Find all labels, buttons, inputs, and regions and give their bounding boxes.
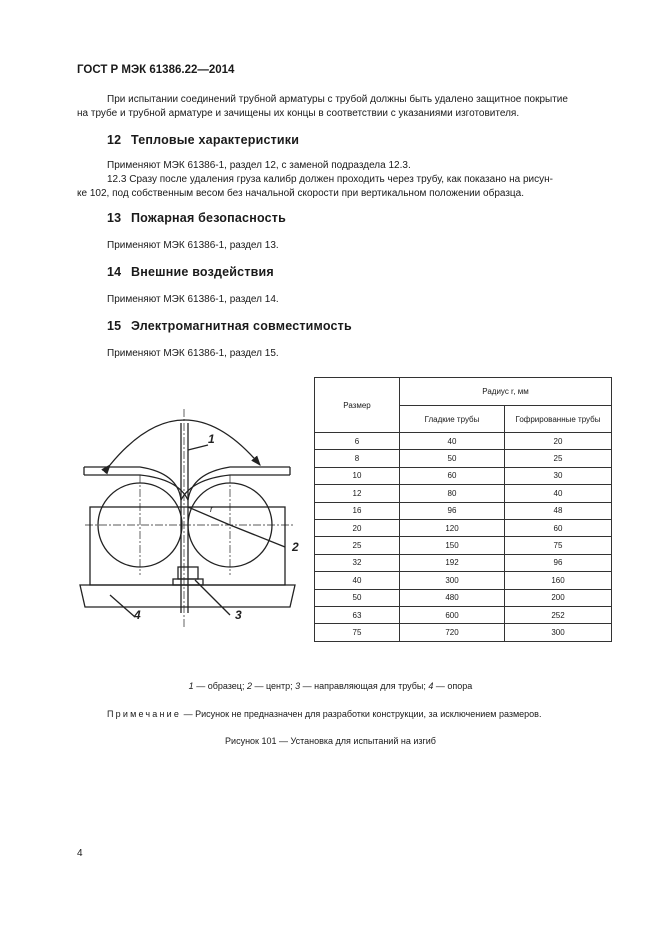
section-title: Электромагнитная совместимость xyxy=(131,319,352,333)
cell-corrugated-radius: 25 xyxy=(505,450,612,467)
section-number: 12 xyxy=(107,133,122,147)
cell-size: 16 xyxy=(315,502,400,519)
cell-size: 8 xyxy=(315,450,400,467)
cell-size: 20 xyxy=(315,519,400,536)
cell-smooth-radius: 50 xyxy=(400,450,505,467)
legend-number: 3 xyxy=(295,681,301,691)
cell-smooth-radius: 300 xyxy=(400,572,505,589)
table-row xyxy=(315,554,612,571)
cell-smooth-radius: 150 xyxy=(400,537,505,554)
cell-size: 10 xyxy=(315,467,400,484)
legend-text: — опора xyxy=(433,681,473,691)
legend-number: 2 xyxy=(246,681,252,691)
bending-test-apparatus-drawing xyxy=(70,405,315,630)
cell-smooth-radius: 720 xyxy=(400,624,505,641)
intro-line-1: При испытании соединений трубной арматуры с трубой должны быть удалено защитное покрытие xyxy=(107,94,568,105)
table-row xyxy=(315,502,612,519)
cell-size: 63 xyxy=(315,606,400,623)
header-smooth: Гладкие трубы xyxy=(400,406,505,433)
section-12-heading xyxy=(107,133,299,147)
section-15-body: Применяют МЭК 61386-1, раздел 15. xyxy=(107,348,279,359)
figure-legend xyxy=(0,681,661,691)
cell-corrugated-radius: 252 xyxy=(505,606,612,623)
callout-3: 3 xyxy=(235,608,242,622)
header-size: Размер xyxy=(315,378,400,433)
cell-size: 12 xyxy=(315,485,400,502)
table-row xyxy=(315,537,612,554)
legend-text: — образец; xyxy=(193,681,247,691)
section-15-heading xyxy=(107,319,352,333)
cell-corrugated-radius: 48 xyxy=(505,502,612,519)
cell-smooth-radius: 120 xyxy=(400,519,505,536)
cell-smooth-radius: 60 xyxy=(400,467,505,484)
cell-corrugated-radius: 20 xyxy=(505,433,612,450)
cell-smooth-radius: 600 xyxy=(400,606,505,623)
table-row xyxy=(315,519,612,536)
callout-2: 2 xyxy=(292,540,299,554)
section-title: Пожарная безопасность xyxy=(131,211,286,225)
radius-table-body xyxy=(315,378,612,642)
section-number: 14 xyxy=(107,265,122,279)
cell-smooth-radius: 40 xyxy=(400,433,505,450)
cell-corrugated-radius: 60 xyxy=(505,519,612,536)
legend-text: — центр; xyxy=(251,681,296,691)
figure-caption: Рисунок 101 — Установка для испытаний на изгиб xyxy=(225,736,436,746)
note-label: Примечание xyxy=(107,709,182,719)
cell-corrugated-radius: 160 xyxy=(505,572,612,589)
table-row xyxy=(315,467,612,484)
bending-arc xyxy=(110,420,260,465)
page-number: 4 xyxy=(77,848,83,859)
section-number: 15 xyxy=(107,319,122,333)
table-row xyxy=(315,606,612,623)
section-12-line-3: ке 102, под собственным весом без начальной скорости при вертикальном положении образца. xyxy=(77,188,524,199)
callout-1: 1 xyxy=(208,432,215,446)
section-13-body: Применяют МЭК 61386-1, раздел 13. xyxy=(107,240,279,251)
cell-corrugated-radius: 96 xyxy=(505,554,612,571)
cell-corrugated-radius: 30 xyxy=(505,467,612,484)
note-text: — Рисунок не предназначен для разработки конструкции, за исключением размеров. xyxy=(181,709,542,719)
cell-size: 6 xyxy=(315,433,400,450)
table-row xyxy=(315,624,612,641)
table-row xyxy=(315,450,612,467)
section-14-body: Применяют МЭК 61386-1, раздел 14. xyxy=(107,294,279,305)
section-12-body xyxy=(77,159,617,201)
legend-number: 1 xyxy=(188,681,194,691)
radius-label: r xyxy=(210,504,213,514)
callout-4: 4 xyxy=(134,608,141,622)
cell-corrugated-radius: 75 xyxy=(505,537,612,554)
section-title: Внешние воздействия xyxy=(131,265,274,279)
section-number: 13 xyxy=(107,211,122,225)
section-12-line-2: 12.3 Сразу после удаления груза калибр должен проходить через трубу, как показано на рисун- xyxy=(107,174,553,185)
section-13-heading xyxy=(107,211,286,225)
legend-text: — направляющая для трубы; xyxy=(300,681,429,691)
section-12-line-1: Применяют МЭК 61386-1, раздел 12, с заменой подраздела 12.3. xyxy=(107,160,411,171)
cell-size: 25 xyxy=(315,537,400,554)
header-corrugated: Гофрированные трубы xyxy=(505,406,612,433)
cell-size: 75 xyxy=(315,624,400,641)
intro-paragraph xyxy=(77,93,617,121)
cell-corrugated-radius: 40 xyxy=(505,485,612,502)
intro-line-2: на трубе и трубной арматуре и зачищены их концы в соответствии с указаниями изготовителя. xyxy=(77,108,520,119)
section-title: Тепловые характеристики xyxy=(131,133,300,147)
figure-note xyxy=(107,709,541,719)
table-row xyxy=(315,589,612,606)
cell-corrugated-radius: 200 xyxy=(505,589,612,606)
legend-number: 4 xyxy=(428,681,434,691)
radius-table xyxy=(314,377,612,642)
cell-corrugated-radius: 300 xyxy=(505,624,612,641)
table-header-row xyxy=(315,378,612,406)
cell-size: 32 xyxy=(315,554,400,571)
cell-smooth-radius: 480 xyxy=(400,589,505,606)
cell-smooth-radius: 80 xyxy=(400,485,505,502)
cell-smooth-radius: 96 xyxy=(400,502,505,519)
cell-smooth-radius: 192 xyxy=(400,554,505,571)
section-14-heading xyxy=(107,265,274,279)
document-header: ГОСТ Р МЭК 61386.22—2014 xyxy=(77,64,235,76)
cell-size: 50 xyxy=(315,589,400,606)
cell-size: 40 xyxy=(315,572,400,589)
table-row xyxy=(315,485,612,502)
table-row xyxy=(315,433,612,450)
table-row xyxy=(315,572,612,589)
header-radius: Радиус r, мм xyxy=(400,378,612,406)
